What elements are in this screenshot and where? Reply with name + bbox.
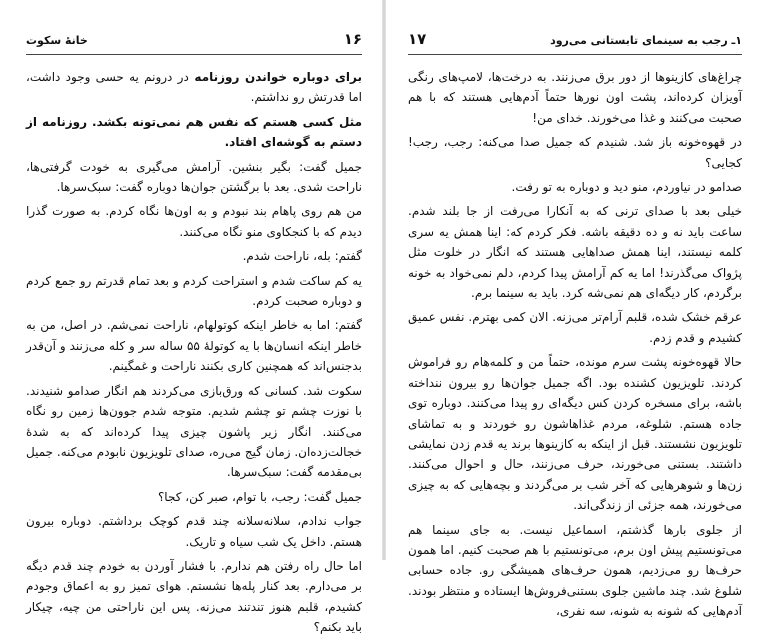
paragraph-text: جمیل گفت: رجب، با توام، صبر کن، کجا؟ — [157, 489, 362, 504]
paragraph-text: گفتم: بله، ناراحت شدم. — [242, 249, 362, 264]
paragraph — [408, 520, 742, 622]
paragraph — [408, 67, 742, 128]
right-page-body — [408, 67, 742, 622]
paragraph-text: در درونم یه حسی وجود داشت، اما قدرتش رو نداشتم. — [26, 70, 362, 105]
paragraph — [26, 556, 362, 638]
paragraph — [26, 157, 362, 198]
paragraph — [408, 132, 742, 173]
left-page — [0, 0, 382, 635]
paragraph — [26, 67, 362, 108]
paragraph-text: از جلوی بارها گذشتم، اسماعیل نیست. به جای سینما هم می‌تونستیم پیش اون برم، می‌تونستیم با هم صحبت کنیم. اما همون حرف‌ها رو می‌زدیم، همون حرف‌های همیشگی رو. جاده حسابی شلوغ شد. چند ماشین جلوی بستنی‌فروش‌ها ایستاده و منتظر بودند. آدم‌هایی که شونه به شونه، سه نفری، — [408, 522, 742, 619]
paragraph-text: من هم روی پاهام بند نبودم و به اون‌ها نگاه کردم. به صورت گذرا دیدم که با کنجکاوی منو نگاه می‌کنند. — [26, 204, 362, 239]
left-page-header — [26, 32, 362, 55]
paragraph — [26, 201, 362, 242]
paragraph-text: چراغ‌های کازینوها از دور برق می‌زنند. به درخت‌ها، لامپ‌های رنگی آویزان کرده‌اند، پشت اون نورها حتماً آدم‌هایی هستند که با هم صحبت می‌کنند و غذا می‌خورند. خدای من! — [408, 70, 742, 125]
paragraph-text: جواب ندادم، سلانه‌سلانه چند قدم کوچک برداشتم. دوباره بیرون هستم. داخل یک شب سیاه و تاریک. — [26, 514, 362, 549]
paragraph-text: گفتم: اما به خاطر اینکه کوتولهام، ناراحت نمی‌شم. در اصل، من به خاطر اینکه انسان‌ها با یه کوتولهٔ ۵۵ ساله سر و کله می‌زنند و آن‌قدر بدجنس‌اند که همچنین کاری بکنند ناراحت و غمگینم. — [26, 318, 362, 374]
paragraph — [26, 487, 362, 507]
paragraph — [408, 201, 742, 303]
paragraph — [26, 271, 362, 312]
running-title: ۱ـ رجب به سینمای تابستانی می‌رود — [550, 34, 742, 47]
paragraph-text: عرقم خشک شده، قلبم آرام‌تر می‌زنه. الان کمی بهترم. نفس عمیق کشیدم و قدم زدم. — [408, 310, 742, 345]
bold-text: مثل کسی هستم که نفس هم نمی‌تونه بکشد. روزنامه از دستم به گوشه‌ای افتاد. — [26, 114, 362, 150]
left-page-body — [26, 67, 362, 638]
paragraph-text: در قهوه‌خونه باز شد. شنیدم که جمیل صدا می‌کنه: رجب، رجب! کجایی؟ — [408, 135, 742, 170]
running-title: خانهٔ سکوت — [26, 34, 88, 47]
paragraph — [26, 112, 362, 153]
paragraph-text: یه کم ساکت شدم و استراحت کردم و بعد تمام قدرتم رو جمع کردم و دوباره صحبت کردم. — [26, 273, 362, 309]
paragraph — [408, 177, 742, 197]
paragraph-text: جمیل گفت: بگیر بنشین. آرامش می‌گیری به خودت گرفتی‌ها، ناراحت شدی. بعد با برگشتن جوان‌ها دوباره گفت: سبک‌سرها. — [26, 159, 362, 195]
paragraph-text: صدامو در نیاوردم، منو دید و دوباره به تو رفت. — [511, 180, 742, 195]
paragraph-text: اما حال راه رفتن هم ندارم. با فشار آوردن به خودم چند قدم دیگه بر می‌دارم. بعد کنار پله‌ها نشستم. هوای تمیز رو به اعماق وجودم کشیدم، قلبم هنوز تندتند می‌زنه. پس این ناراحتی من چیه، چیکار باید بکنم؟ — [26, 558, 362, 635]
paragraph — [26, 381, 362, 483]
paragraph-text: خیلی بعد با صدای ترنی که به آنکارا می‌رفت از جا بلند شدم. ساعت باید نه و ده دقیقه باشه. فکر کردم که: اینا همش یه سری کلمه نیستند، اینا همش صداهایی هستند که انگار در خلوت مثل پژواک می‌گذرند! اما یه کم آرامش پیدا کردم، دلم نمی‌خواد به خونه برگردم، کار دیگه‌ای هم نمی‌شه کرد. باید به سینما برم. — [408, 204, 742, 301]
paragraph — [26, 246, 362, 266]
paragraph — [26, 511, 362, 552]
page-number: ۱۶ — [343, 30, 362, 48]
paragraph-text: حالا قهوه‌خونه پشت سرم مونده، حتماً من و کلمه‌هام رو فراموش کردند. تلویزیون کشنده بود. اگه جمیل جوان‌ها رو بیرون ننداخته باشه، برای مسخره کردن کس دیگه‌ای رو پیدا می‌کنند. دوباره توی جاده هستم. شلوغه، مردم غذاهاشون رو خوردند و به تماشای تلویزیون نشستند. قبل از اینکه به کازینوها برند یه قدم زدن نمایشی داشتند. بستنی می‌خورند، حرف می‌زنند، حال و احوال می‌کنند. زن‌ها و شوهرهایی که آخر شب بر می‌گردند و بچه‌هایی که به چیزی می‌خورند، همه جزئی از زندگی‌اند. — [408, 355, 742, 513]
paragraph — [26, 315, 362, 376]
bold-text: برای دوباره خواندن روزنامه — [188, 70, 362, 84]
paragraph-text: سکوت شد. کسانی که ورق‌بازی می‌کردند هم انگار صدامو شنیدند. با نوزت چشم تو چشم شدیم. متوجه شدم جوون‌ها زمین رو نگاه می‌کنند. انگار زیر پاشون چیزی پیدا کرده‌اند که به شدهٔ خجالت‌زده‌ان. زمان گیج می‌ره، صدای تلویزیون نابودم می‌کنه. جمیل بی‌مقدمه گفت: سبک‌سرها. — [26, 383, 362, 480]
right-page-header — [408, 32, 742, 55]
right-page — [386, 0, 768, 619]
paragraph — [408, 307, 742, 348]
paragraph — [408, 352, 742, 515]
page-number: ۱۷ — [408, 30, 427, 48]
